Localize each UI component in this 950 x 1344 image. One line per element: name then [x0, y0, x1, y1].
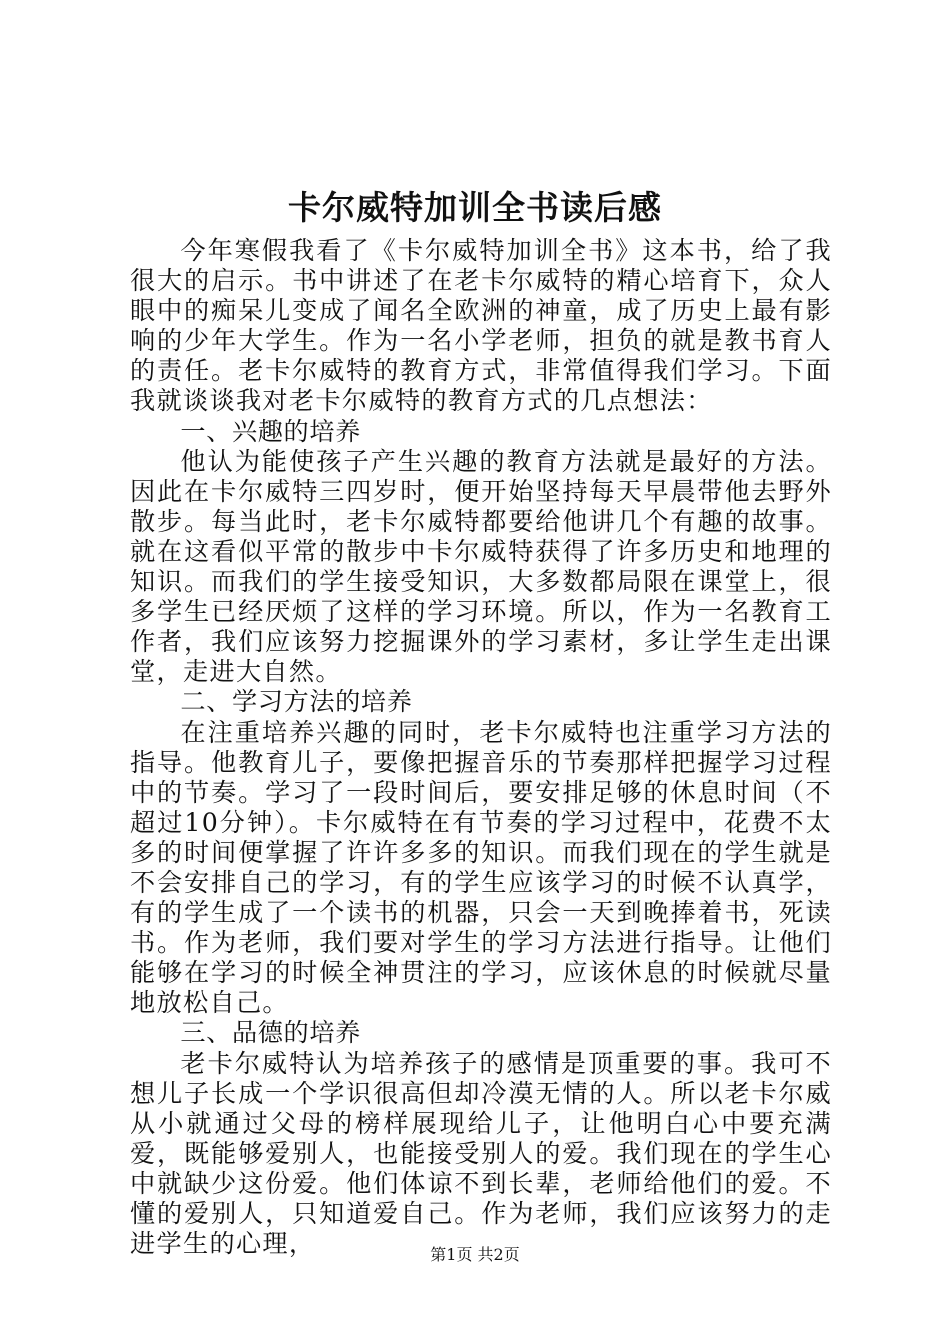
section-heading-morality: 三、品德的培养	[180, 1018, 361, 1048]
paragraph-intro: 今年寒假我看了《卡尔威特加训全书》这本书，给了我很大的启示。书中讲述了在老卡尔威特的精心培育下，众人眼中的痴呆儿变成了闻名全欧洲的神童，成了历史上最有影响的少年大学生。作为一名小学老师，担负的就是教书育人的责任。老卡尔威特的教育方式，非常值得我们学习。下面我就谈谈我对老卡尔威特的教育方式的几点想法：	[130, 236, 832, 416]
paragraph-interest: 他认为能使孩子产生兴趣的教育方法就是最好的方法。因此在卡尔威特三四岁时，便开始坚持每天早晨带他去野外散步。每当此时，老卡尔威特都要给他讲几个有趣的故事。就在这看似平常的散步中卡尔威特获得了许多历史和地理的知识。而我们的学生接受知识，大多数都局限在课堂上，很多学生已经厌烦了这样的学习环境。所以，作为一名教育工作者，我们应该努力挖掘课外的学习素材，多让学生走出课堂，走进大自然。	[130, 446, 832, 687]
document-body	[130, 236, 832, 1259]
paragraph-study-method: 在注重培养兴趣的同时，老卡尔威特也注重学习方法的指导。他教育儿子，要像把握音乐的节奏那样把握学习过程中的节奏。学习了一段时间后，要安排足够的休息时间（不超过10分钟）。卡尔威特在有节奏的学习过程中，花费不太多的时间便掌握了许许多多的知识。而我们现在的学生就是不会安排自己的学习，有的学生应该学习的时候不认真学，有的学生成了一个读书的机器，只会一天到晚捧着书，死读书。作为老师，我们要对学生的学习方法进行指导。让他们能够在学习的时候全神贯注的学习，应该休息的时候就尽量地放松自己。	[130, 717, 832, 1018]
section-heading-study-method: 二、学习方法的培养	[180, 687, 413, 717]
paragraph-morality: 老卡尔威特认为培养孩子的感情是顶重要的事。我可不想儿子长成一个学识很高但却冷漠无情的人。所以老卡尔威从小就通过父母的榜样展现给儿子，让他明白心中要充满爱，既能够爱别人，也能接受别人的爱。我们现在的学生心中就缺少这份爱。他们体谅不到长辈，老师给他们的爱。不懂的爱别人，只知道爱自己。作为老师，我们应该努力的走进学生的心理，	[130, 1048, 832, 1259]
page-number-footer: 第1页 共2页	[430, 1245, 520, 1264]
document-title: 卡尔威特加训全书读后感	[288, 188, 662, 227]
section-heading-interest: 一、兴趣的培养	[180, 416, 361, 446]
